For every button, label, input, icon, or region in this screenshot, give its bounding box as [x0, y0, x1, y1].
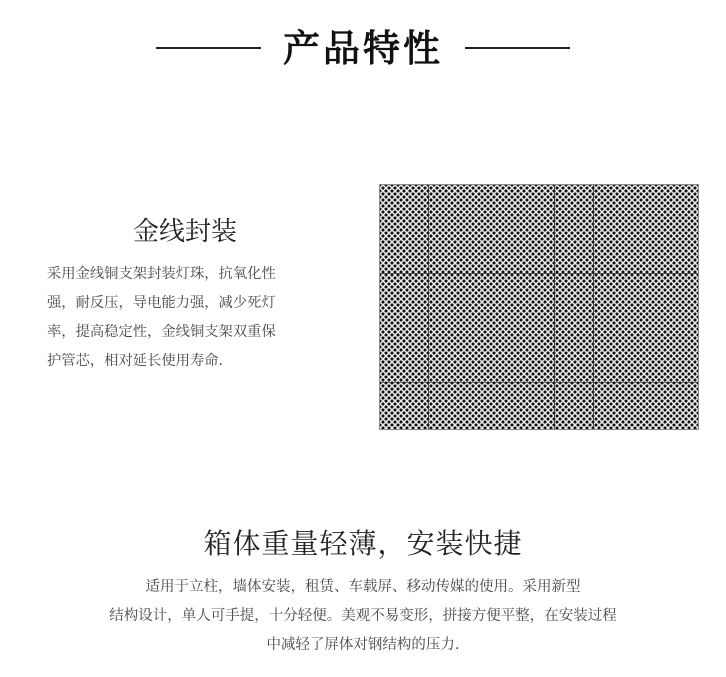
module-seam-vertical: [428, 185, 429, 429]
description-line: 采用金线铜支架封装灯珠，抗氧化性: [47, 266, 276, 283]
section-header: [0, 18, 726, 78]
led-module-closeup-icon: [379, 184, 699, 430]
description-line: 护管芯，相对延长使用寿命.: [47, 353, 224, 370]
header-right-rule: [465, 47, 570, 49]
page-title: 产品特性: [283, 26, 443, 70]
module-seam-vertical: [593, 185, 594, 429]
module-seam-vertical: [554, 185, 555, 429]
feature-cabinet-description: [0, 573, 726, 660]
module-seam-horizontal: [380, 273, 698, 274]
feature-gold-wire-description: [47, 260, 330, 376]
description-line: 强，耐反压，导电能力强，减少死灯: [47, 295, 276, 312]
description-line: 适用于立柱，墙体安装，租赁、车载屏、移动传媒的使用。采用新型: [145, 578, 581, 595]
description-line: 结构设计，单人可手提，十分轻便。美观不易变形，拼接方便平整，在安装过程: [109, 607, 617, 624]
feature-cabinet-title: 箱体重量轻薄，安装快捷: [203, 527, 523, 560]
header-left-rule: [156, 47, 261, 49]
feature-gold-wire-title: 金线封装: [132, 217, 237, 247]
description-line: 率，提高稳定性，金线铜支架双重保: [47, 324, 276, 341]
description-line: 中减轻了屏体对钢结构的压力.: [266, 636, 460, 653]
module-seam-horizontal: [380, 382, 698, 383]
feature-cabinet: [0, 527, 726, 660]
feature-gold-wire: [40, 217, 330, 376]
